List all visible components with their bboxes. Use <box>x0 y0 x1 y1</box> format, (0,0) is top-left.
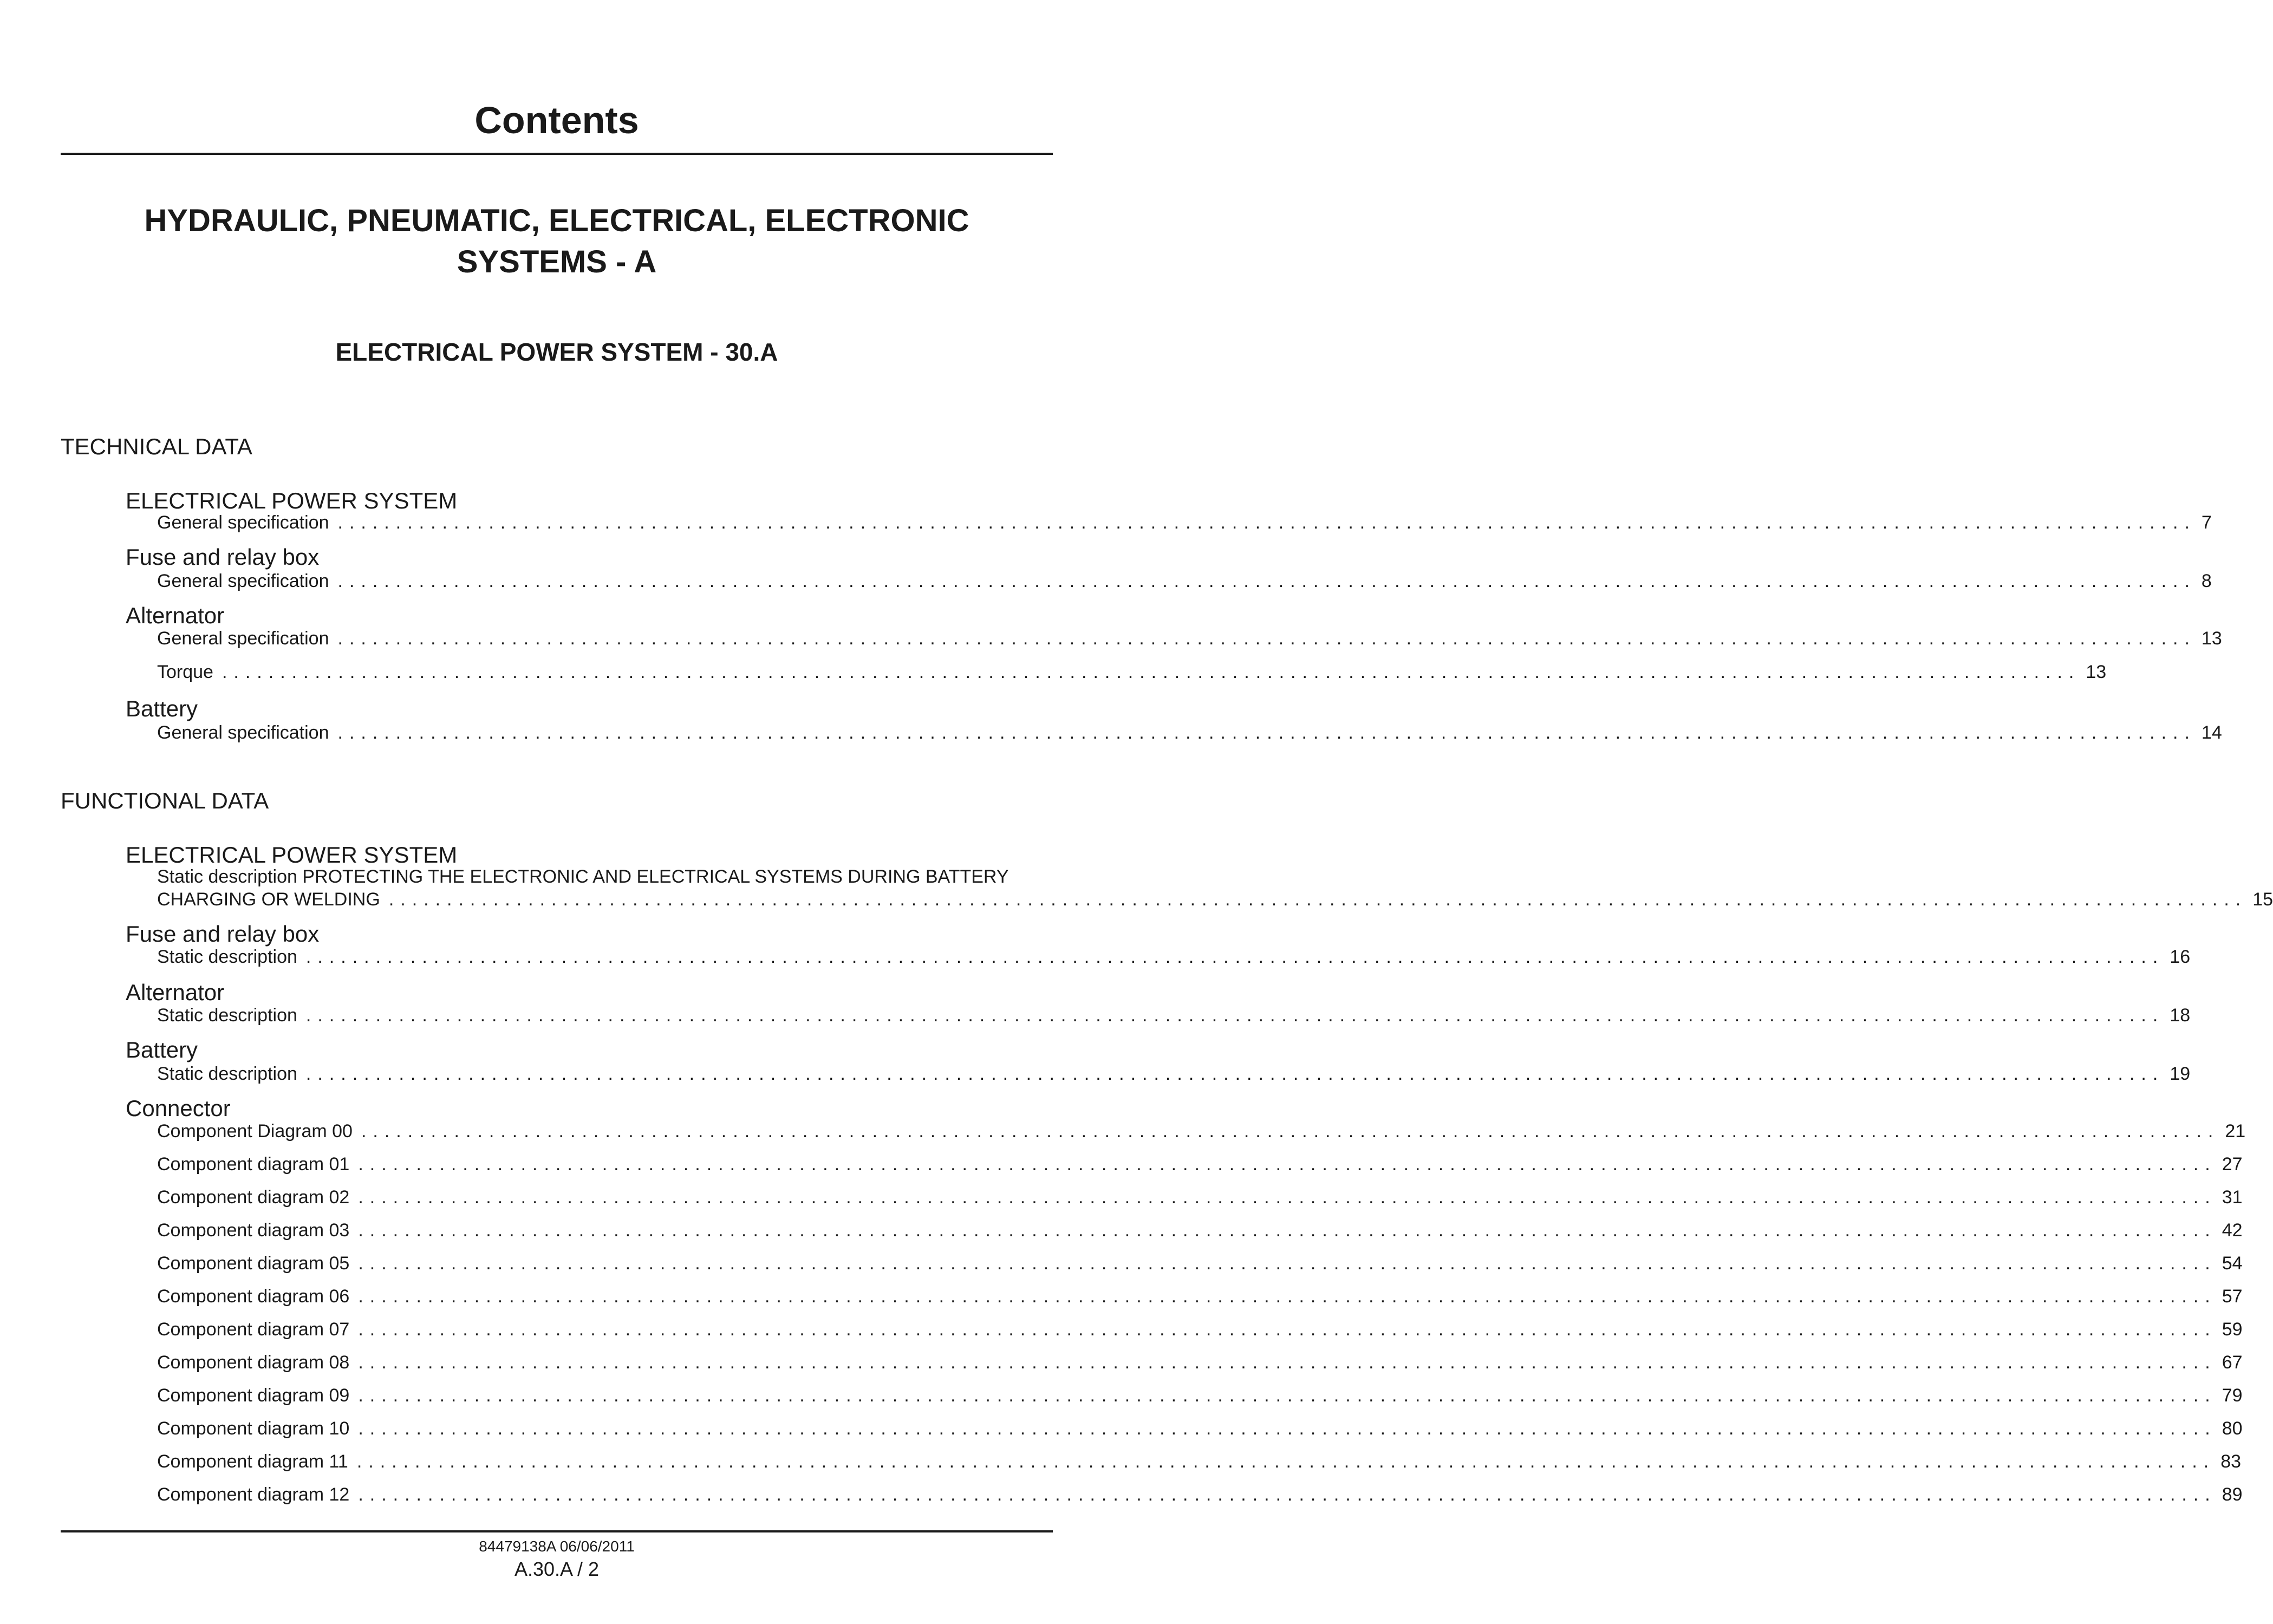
toc-entry-page: 15 <box>2252 889 2273 910</box>
toc-entry-page: 21 <box>2225 1121 2246 1142</box>
chapter-title <box>61 200 1053 283</box>
toc-entry[interactable] <box>157 1004 2191 1027</box>
toc-entry-page: 80 <box>2222 1418 2243 1439</box>
toc-entry[interactable] <box>157 721 2222 744</box>
toc-entry-label: Component diagram 12 <box>157 1484 350 1505</box>
toc-entry-page: 83 <box>2220 1451 2242 1472</box>
toc-entry-page: 42 <box>2222 1220 2243 1241</box>
subgroup-heading: Battery <box>126 1037 198 1062</box>
toc-entry-label: Component diagram 07 <box>157 1319 350 1340</box>
toc-entry-page: 89 <box>2222 1484 2243 1505</box>
dot-leader: ................................................................................................................................................................ <box>358 1286 2217 1307</box>
toc-entry-page: 54 <box>2222 1253 2243 1274</box>
dot-leader: ................................................................................................................................................................ <box>305 1005 2165 1026</box>
toc-entry-page: 67 <box>2222 1352 2243 1373</box>
dot-leader: ................................................................................................................................................................ <box>337 628 2196 649</box>
toc-entry[interactable] <box>157 1450 2242 1473</box>
toc-entry[interactable] <box>157 1351 2243 1374</box>
dot-leader: ................................................................................................................................................................ <box>305 947 2165 967</box>
dot-leader: ................................................................................................................................................................ <box>222 662 2081 682</box>
toc-entry-label: Component diagram 01 <box>157 1154 350 1175</box>
toc-entry-page: 8 <box>2201 571 2212 591</box>
dot-leader: ................................................................................................................................................................ <box>356 1451 2216 1472</box>
toc-entry-label: General specification <box>157 571 329 591</box>
toc-entry-label: Component diagram 02 <box>157 1187 350 1208</box>
toc-entry-label: Torque <box>157 662 213 682</box>
footer-document-code: 84479138A 06/06/2011 <box>479 1538 635 1555</box>
subgroup-heading: ELECTRICAL POWER SYSTEM <box>126 842 458 868</box>
dot-leader: ................................................................................................................................................................ <box>358 1253 2217 1274</box>
toc-entry-label: Static description <box>157 1064 297 1084</box>
toc-entry-page: 59 <box>2222 1319 2243 1340</box>
dot-leader: ................................................................................................................................................................ <box>337 571 2196 591</box>
dot-leader: ................................................................................................................................................................ <box>358 1319 2217 1340</box>
toc-entry-page: 13 <box>2086 662 2107 682</box>
chapter-title-line-2: SYSTEMS - A <box>457 244 657 279</box>
subgroup-heading: Connector <box>126 1095 231 1121</box>
dot-leader: ................................................................................................................................................................ <box>361 1121 2220 1142</box>
section-title: ELECTRICAL POWER SYSTEM - 30.A <box>335 338 778 366</box>
toc-entry-label: Component diagram 05 <box>157 1253 350 1274</box>
toc-entry-label: Component diagram 06 <box>157 1286 350 1307</box>
subgroup-heading: ELECTRICAL POWER SYSTEM <box>126 488 458 513</box>
chapter-title-line-1: HYDRAULIC, PNEUMATIC, ELECTRICAL, ELECTRONIC <box>144 203 969 238</box>
dot-leader: ................................................................................................................................................................ <box>337 722 2196 743</box>
toc-entry-label: Component diagram 09 <box>157 1385 350 1406</box>
toc-entry[interactable] <box>157 1318 2243 1341</box>
dot-leader: ................................................................................................................................................................ <box>305 1064 2165 1084</box>
toc-entry-label: Component diagram 10 <box>157 1418 350 1439</box>
dot-leader: ................................................................................................................................................................ <box>358 1484 2217 1505</box>
toc-entry-label: Component diagram 08 <box>157 1352 350 1373</box>
bottom-divider <box>61 1530 1053 1532</box>
dot-leader: ................................................................................................................................................................ <box>358 1187 2217 1208</box>
dot-leader: ................................................................................................................................................................ <box>358 1418 2217 1439</box>
toc-entry[interactable] <box>157 1252 2243 1275</box>
toc-entry[interactable] <box>157 1483 2243 1506</box>
toc-entry[interactable] <box>157 1219 2243 1242</box>
toc-entry[interactable] <box>157 661 2107 683</box>
toc-entry[interactable] <box>157 1384 2243 1407</box>
toc-entry-label: Static description <box>157 1005 297 1026</box>
toc-entry-page: 18 <box>2170 1005 2191 1026</box>
subgroup-heading: Alternator <box>126 980 225 1005</box>
toc-entry-label-line-2: CHARGING OR WELDING <box>157 889 380 910</box>
footer-page-reference: A.30.A / 2 <box>514 1558 600 1580</box>
toc-entry-label: General specification <box>157 512 329 533</box>
subgroup-heading: Fuse and relay box <box>126 921 320 947</box>
toc-entry-page: 19 <box>2170 1064 2191 1084</box>
toc-entry-page: 16 <box>2170 947 2191 967</box>
dot-leader: ................................................................................................................................................................ <box>388 889 2248 910</box>
dot-leader: ................................................................................................................................................................ <box>358 1220 2217 1241</box>
toc-entry[interactable] <box>157 511 2212 534</box>
toc-entry-label: Static description <box>157 947 297 967</box>
subgroup-heading: Alternator <box>126 603 225 628</box>
toc-entry[interactable] <box>157 1120 2246 1143</box>
toc-entry[interactable] <box>157 627 2222 650</box>
toc-entry-label: Component diagram 03 <box>157 1220 350 1241</box>
toc-entry[interactable] <box>157 865 2273 911</box>
toc-entry-label: General specification <box>157 628 329 649</box>
toc-entry[interactable] <box>157 1285 2243 1308</box>
toc-entry-page: 14 <box>2201 722 2222 743</box>
toc-entry-label: General specification <box>157 722 329 743</box>
toc-entry-page: 79 <box>2222 1385 2243 1406</box>
toc-entry-label: Component diagram 11 <box>157 1451 348 1472</box>
toc-entry-page: 13 <box>2201 628 2222 649</box>
toc-entry[interactable] <box>157 1062 2191 1085</box>
top-divider <box>61 153 1053 155</box>
functional-data-heading: FUNCTIONAL DATA <box>61 788 269 813</box>
toc-entry[interactable] <box>157 570 2212 592</box>
dot-leader: ................................................................................................................................................................ <box>358 1385 2217 1406</box>
toc-entry-page: 31 <box>2222 1187 2243 1208</box>
dot-leader: ................................................................................................................................................................ <box>358 1154 2217 1175</box>
technical-data-heading: TECHNICAL DATA <box>61 434 252 459</box>
dot-leader: ................................................................................................................................................................ <box>337 512 2196 533</box>
page-title: Contents <box>474 99 639 141</box>
toc-entry-page: 27 <box>2222 1154 2243 1175</box>
subgroup-heading: Battery <box>126 696 198 721</box>
dot-leader: ................................................................................................................................................................ <box>358 1352 2217 1373</box>
toc-entry[interactable] <box>157 1417 2243 1440</box>
toc-entry-label-line-1: Static description PROTECTING THE ELECTRONIC AND ELECTRICAL SYSTEMS DURING BATTERY <box>157 866 1009 887</box>
toc-entry[interactable] <box>157 1186 2243 1209</box>
subgroup-heading: Fuse and relay box <box>126 544 320 570</box>
toc-entry-label: Component Diagram 00 <box>157 1121 353 1142</box>
toc-entry[interactable] <box>157 945 2191 968</box>
toc-entry-page: 57 <box>2222 1286 2243 1307</box>
toc-entry[interactable] <box>157 1153 2243 1176</box>
toc-entry-page: 7 <box>2201 512 2212 533</box>
